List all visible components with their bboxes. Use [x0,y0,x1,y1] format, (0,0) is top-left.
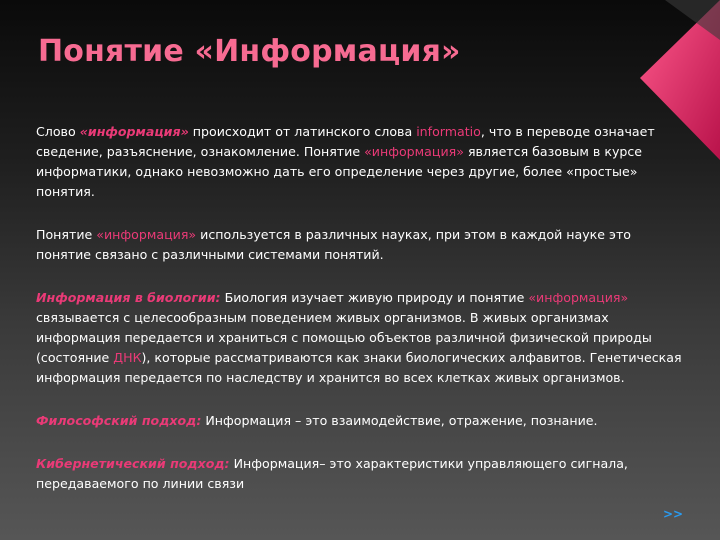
term-highlight: informatio [416,124,481,139]
slide-title: Понятие «Информация» [38,34,461,69]
paragraph-philosophy [36,411,686,431]
text-run: Информация – это взаимодействие, отражение, познание. [201,413,598,428]
section-lead: Информация в биологии: [36,290,221,305]
text-run: ), которые рассматриваются как знаки биологических алфавитов. Генетическая информация передается по наследству и хранится во всех клетках живых организмов. [36,350,682,385]
next-slide-link[interactable]: >> [663,507,684,521]
section-lead: Кибернетический подход: [36,456,230,471]
paragraph-cybernetics [36,454,686,494]
paragraph-sciences [36,225,686,265]
term-highlight: «информация» [96,227,197,242]
paragraph-biology [36,288,686,388]
text-run: Слово [36,124,80,139]
text-run: Понятие [36,227,97,242]
text-run: Информация– это характеристики управляющего сигнала, передаваемого по линии связи [36,456,628,491]
term-highlight: «информация» [79,124,189,139]
text-run: используется в различных науках, при этом в каждой науке это понятие связано с различными системами понятий. [36,227,631,262]
text-run: происходит от латинского слова [188,124,417,139]
text-run: связывается с целесообразным поведением живых организмов. В живых организмах информация передается и храниться с помощью объектов различной физической природы (состояние [36,310,652,365]
paragraph-etymology [36,122,686,202]
text-run: Биология изучает живую природу и понятие [220,290,529,305]
slide-body [36,122,686,517]
term-highlight: ДНК [113,350,142,365]
text-run: , что в переводе означает сведение, разъяснение, ознакомление. Понятие [36,124,655,159]
term-highlight: «информация» [528,290,629,305]
section-lead: Философский подход: [36,413,202,428]
text-run: является базовым в курсе информатики, однако невозможно дать его определение через другие, более «простые» понятия. [36,144,643,199]
term-highlight: «информация» [364,144,464,159]
